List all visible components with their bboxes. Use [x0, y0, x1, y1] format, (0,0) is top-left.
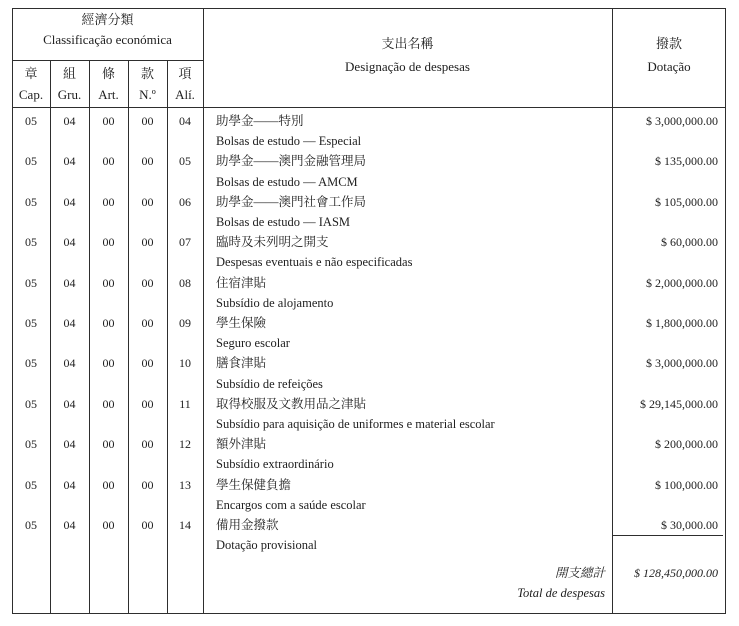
num-code: 00 [141, 154, 154, 169]
table-row [0, 151, 739, 191]
num-code: 00 [141, 477, 154, 492]
num-code: 00 [141, 275, 154, 290]
amount: $ 1,800,000.00 [646, 315, 718, 330]
num-code: 00 [141, 194, 154, 209]
art-code: 00 [102, 437, 115, 452]
designation-pt: Dotação provisional [216, 538, 318, 553]
num-code: 00 [141, 235, 154, 250]
total-amount: $ 128,450,000.00 [634, 566, 718, 580]
designation-pt: Seguro escolar [216, 336, 290, 351]
table-row [0, 111, 739, 151]
gru-code: 04 [63, 154, 76, 169]
designation-zh: 助學金——澳門金融管理局 [216, 154, 367, 169]
gru-code: 04 [63, 114, 76, 128]
art-code: 00 [102, 517, 115, 532]
art-code: 00 [102, 114, 115, 128]
table-row [0, 232, 739, 272]
designation-pt: Encargos com a saúde escolar [216, 497, 366, 512]
gru-code: 04 [63, 437, 76, 452]
gru-header-pt: Gru. [57, 87, 82, 102]
cap-code: 05 [25, 235, 37, 250]
amount: $ 105,000.00 [655, 194, 718, 209]
cap-code: 05 [25, 396, 37, 411]
classification-header-zh: 經濟分類 [81, 12, 134, 27]
designation-zh: 膳食津貼 [216, 356, 267, 371]
designation-zh: 備用金撥款 [216, 517, 279, 532]
table-row [0, 192, 739, 232]
art-code: 00 [102, 396, 115, 411]
ali-code: 10 [179, 356, 191, 371]
cap-code: 05 [25, 154, 37, 169]
gru-code: 04 [63, 396, 76, 411]
total-label-pt: Total de despesas [517, 586, 605, 600]
cap-code: 05 [25, 437, 37, 452]
num-header-zh: 款 [140, 66, 154, 81]
ali-code: 05 [179, 154, 191, 169]
designation-zh: 助學金——特別 [216, 114, 304, 128]
ali-code: 04 [179, 114, 191, 128]
art-code: 00 [102, 315, 115, 330]
designation-header-pt: Designação de despesas [345, 59, 470, 74]
amount: $ 29,145,000.00 [640, 396, 718, 411]
cap-code: 05 [25, 477, 37, 492]
designation-zh: 學生保險 [216, 315, 267, 330]
table-row [0, 394, 739, 434]
amount: $ 100,000.00 [655, 477, 718, 492]
amount: $ 60,000.00 [661, 235, 718, 250]
art-header-zh: 條 [101, 66, 115, 81]
cap-code: 05 [25, 275, 37, 290]
num-code: 00 [141, 315, 154, 330]
art-code: 00 [102, 154, 115, 169]
amount: $ 30,000.00 [661, 517, 718, 532]
amount: $ 3,000,000.00 [646, 114, 718, 128]
designation-zh: 學生保健負擔 [216, 477, 292, 492]
num-header-pt: N.º [139, 87, 156, 102]
amount: $ 3,000,000.00 [646, 356, 718, 371]
table-row [0, 515, 739, 555]
table-body [0, 111, 739, 555]
art-code: 00 [102, 275, 115, 290]
cap-header-zh: 章 [24, 66, 38, 81]
num-code: 00 [141, 114, 154, 128]
art-code: 00 [102, 235, 115, 250]
art-code: 00 [102, 194, 115, 209]
designation-zh: 額外津貼 [216, 437, 267, 452]
cap-header-pt: Cap. [18, 87, 44, 102]
gru-code: 04 [63, 315, 76, 330]
cap-code: 05 [25, 517, 37, 532]
table-row [0, 475, 739, 515]
classification-header-divider [12, 60, 203, 61]
gru-code: 04 [63, 275, 76, 290]
designation-pt: Subsídio de alojamento [216, 295, 334, 310]
ali-code: 13 [179, 477, 191, 492]
table-row [0, 434, 739, 474]
designation-zh: 臨時及未列明之開支 [216, 235, 329, 250]
table-row [0, 273, 739, 313]
dotacao-header-zh: 撥款 [655, 36, 682, 51]
ali-code: 12 [179, 437, 191, 452]
gru-code: 04 [63, 356, 76, 371]
art-code: 00 [102, 356, 115, 371]
ali-code: 07 [179, 235, 191, 250]
num-code: 00 [141, 356, 154, 371]
amount: $ 200,000.00 [655, 437, 718, 452]
ali-code: 11 [179, 396, 191, 411]
cap-code: 05 [25, 315, 37, 330]
num-code: 00 [141, 396, 154, 411]
header-bottom-rule [12, 107, 726, 108]
gru-code: 04 [63, 477, 76, 492]
total-label-zh: 開支總計 [554, 566, 605, 580]
cap-code: 05 [25, 194, 37, 209]
gru-code: 04 [63, 194, 76, 209]
designation-pt: Despesas eventuais e não especificadas [216, 255, 413, 270]
ali-code: 08 [179, 275, 191, 290]
dotacao-header-pt: Dotação [647, 59, 691, 74]
cap-code: 05 [25, 356, 37, 371]
ali-code: 09 [179, 315, 191, 330]
designation-zh: 助學金——澳門社會工作局 [216, 194, 367, 209]
ali-code: 14 [179, 517, 191, 532]
amount: $ 135,000.00 [655, 154, 718, 169]
ali-header-pt: Alí. [175, 87, 195, 102]
gru-code: 04 [63, 235, 76, 250]
designation-pt: Subsídio de refeições [216, 376, 323, 391]
designation-zh: 取得校服及文教用品之津貼 [216, 396, 367, 411]
num-code: 00 [141, 517, 154, 532]
designation-pt: Bolsas de estudo — IASM [216, 214, 351, 229]
num-code: 00 [141, 437, 154, 452]
designation-header-zh: 支出名稱 [381, 36, 434, 51]
ali-code: 06 [179, 194, 191, 209]
designation-pt: Bolsas de estudo — AMCM [216, 174, 358, 189]
designation-pt: Subsídio extraordinário [216, 457, 334, 472]
gru-code: 04 [63, 517, 76, 532]
classification-header-pt: Classificação económica [43, 32, 172, 47]
designation-pt: Subsídio para aquisição de uniformes e material escolar [216, 416, 495, 431]
cap-code: 05 [25, 114, 37, 128]
table-row [0, 353, 739, 393]
art-header-pt: Art. [98, 87, 119, 102]
art-code: 00 [102, 477, 115, 492]
amount: $ 2,000,000.00 [646, 275, 718, 290]
gru-header-zh: 組 [62, 66, 76, 81]
table-row [0, 313, 739, 353]
designation-pt: Bolsas de estudo — Especial [216, 134, 362, 149]
ali-header-zh: 項 [178, 66, 192, 81]
designation-zh: 住宿津貼 [216, 275, 267, 290]
